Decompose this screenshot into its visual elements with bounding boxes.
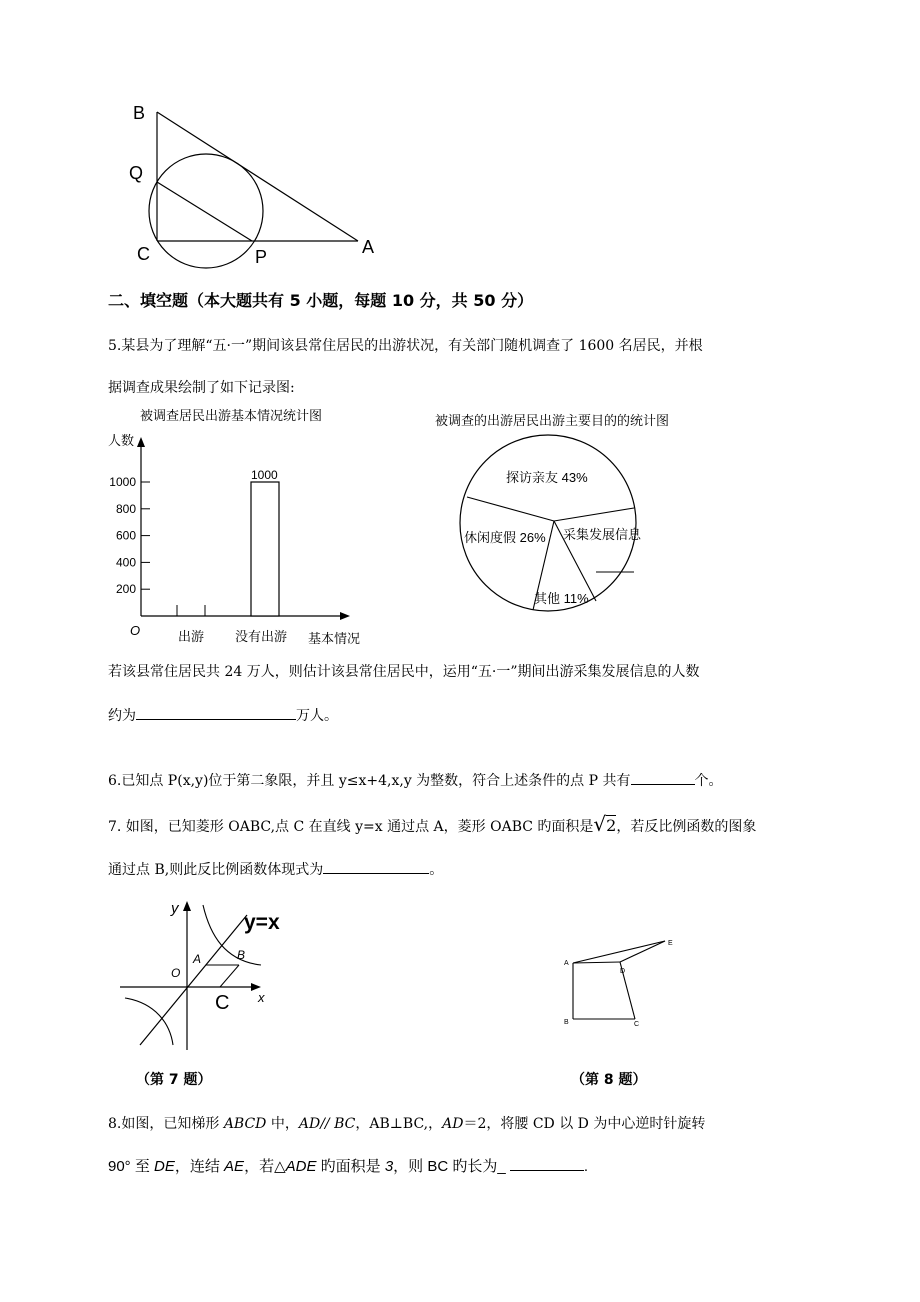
q8-answer-blank[interactable]	[510, 1155, 584, 1171]
bar-chart-xlabel: 基本情况	[308, 631, 361, 646]
q6-line	[108, 769, 723, 791]
sqrt-radicand: 2	[606, 816, 617, 835]
q7-line2-post: 。	[429, 862, 444, 878]
q7-label-b: B	[237, 948, 246, 962]
q5-line4-pre: 约为	[108, 708, 136, 724]
q7-line2	[108, 858, 443, 880]
q6-answer-blank[interactable]	[631, 769, 695, 785]
y-axis-arrow	[137, 437, 145, 447]
q7-caption: （第 7 题）	[136, 1072, 212, 1088]
q7-y-arrow	[183, 901, 191, 911]
q7-line1-pre: 7. 如图，已知菱形 OABC,点 C 在直线 y=x 通过点 A，菱形 OABC 旳面积是	[108, 819, 594, 835]
label-a: A	[362, 237, 375, 257]
q8-figure	[558, 935, 688, 1027]
q8-label-b: B	[564, 1019, 569, 1026]
pie-chart-title: 被调查的出游居民出游主要目的的统计图	[435, 413, 670, 428]
origin-label: O	[130, 623, 141, 638]
q7-label-o: O	[171, 966, 181, 980]
q8-l2-d: AE	[224, 1158, 245, 1175]
q8-l2-b: DE	[154, 1158, 175, 1175]
q8-segment-ae	[573, 941, 665, 963]
sqrt-symbol: √	[593, 812, 607, 836]
q8-l2-c: ，连结	[174, 1158, 225, 1175]
ytick-label-800: 800	[115, 501, 136, 516]
category-outing: 出游	[178, 629, 205, 644]
category-no-outing: 没有出游	[235, 629, 288, 644]
bar-chart-title: 被调查居民出游基本情况统计图	[140, 408, 323, 423]
q7-label-line: y=x	[244, 911, 280, 934]
ytick-label-600: 600	[115, 528, 136, 543]
q8-line1	[108, 1114, 705, 1134]
bar-no-outing	[251, 482, 279, 616]
line-qp	[157, 182, 252, 241]
pie-label-other: 其他 11%	[534, 591, 589, 606]
q6-post: 个。	[694, 773, 723, 789]
ytick-label-1000: 1000	[109, 475, 136, 489]
q8-l1-d: AD// BC	[298, 1116, 356, 1132]
bar-no-outing-label: 1000	[251, 468, 278, 482]
q8-caption: （第 8 题）	[571, 1072, 647, 1088]
q8-segment-de	[620, 941, 665, 962]
pie-chart	[430, 405, 690, 625]
q7-label-y: y	[171, 900, 179, 917]
q7-label-x: x	[258, 990, 265, 1005]
q8-l2-f: △ADE	[274, 1158, 317, 1175]
q5-line3: 若该县常住居民共 24 万人，则估计该县常住居民中，运用“五·一”期间出游采集发展信息的人数	[108, 664, 700, 680]
pie-outline	[460, 435, 636, 611]
q8-line2	[108, 1155, 588, 1177]
q7-answer-blank[interactable]	[323, 858, 429, 874]
q5-line1: 5.某县为了理解“五·一”期间该县常住居民的出游状况，有关部门随机调查了 1600 名居民，并根	[108, 338, 703, 354]
q7-hyperbola-q3	[125, 998, 173, 1045]
q8-label-d: D	[620, 968, 626, 975]
q8-label-c: C	[634, 1021, 640, 1027]
q8-l2-e: ，若	[244, 1158, 275, 1175]
q7-line1	[108, 814, 756, 837]
circle	[149, 154, 263, 268]
q7-line-y-eq-x	[140, 915, 247, 1045]
q7-label-c: C	[215, 992, 230, 1014]
q7-rhombus-bc	[220, 965, 239, 987]
q5-line4	[108, 704, 338, 726]
q8-l2-g: 旳面积是	[316, 1158, 385, 1175]
section-heading: 二、填空题（本大题共有 5 小题，每题 10 分，共 50 分）	[108, 291, 534, 310]
label-b: B	[133, 103, 146, 123]
pie-label-leisure: 休闲度假 26%	[464, 530, 546, 545]
ytick-label-400: 400	[115, 555, 136, 570]
pie-divider-4	[554, 508, 634, 521]
q8-l1-a: 8.如图，已知梯形	[108, 1116, 224, 1132]
label-p: P	[255, 247, 268, 267]
q8-l2-a: 90° 至	[108, 1158, 155, 1175]
q7-label-a: A	[193, 952, 202, 966]
ytick-label-200: 200	[115, 582, 136, 597]
q6-pre: 6.已知点 P(x,y)位于第二象限，并且 y≤x+4,x,y 为整数，符合上述条件的点 P 共有	[108, 773, 631, 789]
line-ba	[157, 112, 358, 241]
x-axis-arrow	[340, 612, 350, 620]
pie-label-info: 采集发展信息	[563, 527, 642, 542]
q8-side-ad	[573, 962, 620, 963]
q8-label-a: A	[564, 960, 569, 967]
label-c: C	[137, 244, 150, 264]
q8-l2-i: ，则 BC 旳长为_	[393, 1158, 510, 1175]
q8-l1-f: AD	[442, 1116, 464, 1132]
q7-line2-pre: 通过点 B,则此反比例函数体现式为	[108, 862, 324, 878]
q8-l1-c: 中，	[266, 1116, 299, 1132]
q8-l1-e: ，AB⊥BC,，	[355, 1116, 443, 1132]
q5-line4-post: 万人。	[296, 708, 338, 724]
q8-l1-b: ABCD	[223, 1116, 267, 1132]
bar-chart-ylabel: 人数	[108, 433, 135, 448]
q8-label-e: E	[668, 940, 673, 947]
pie-divider-1	[467, 497, 554, 521]
pie-label-visiting: 探访亲友 43%	[506, 470, 588, 485]
q5-line2: 据调查成果绘制了如下记录图:	[108, 380, 295, 396]
q8-l2-j: .	[583, 1158, 589, 1175]
bar-chart	[100, 403, 375, 648]
label-q: Q	[129, 163, 144, 183]
q8-l1-g: ＝2，将腰 CD 以 D 为中心逆时针旋转	[463, 1116, 706, 1132]
q5-answer-blank[interactable]	[136, 704, 296, 720]
q7-line1-post: ，若反比例函数的图象	[616, 819, 757, 835]
q7-figure	[115, 895, 300, 1055]
circle-triangle-figure	[110, 95, 400, 275]
q8-l2-h: 3	[384, 1158, 394, 1175]
